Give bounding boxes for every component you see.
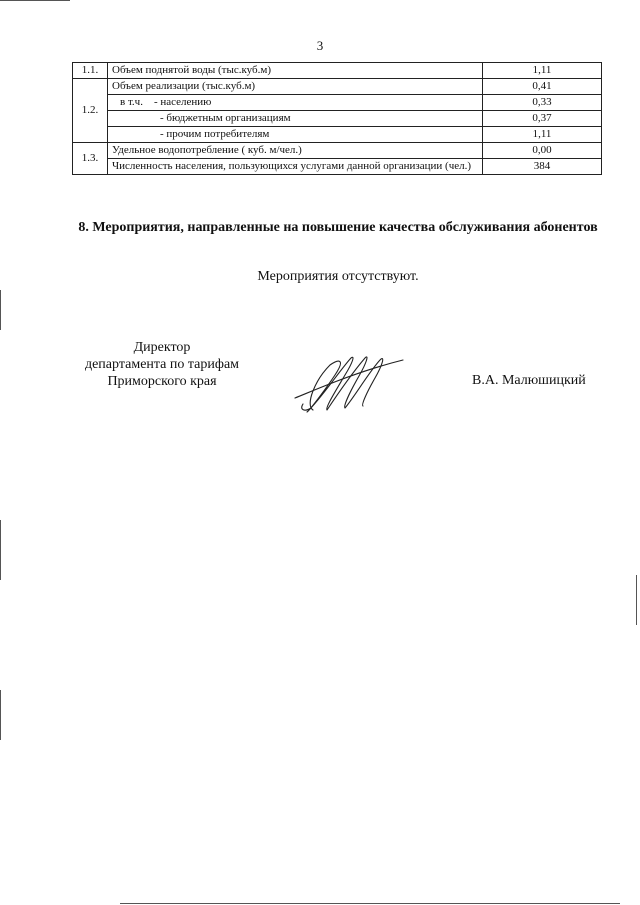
signer-name: В.А. Малюшицкий xyxy=(472,373,586,388)
row-value: 384 xyxy=(483,159,602,175)
scan-edge-mark xyxy=(0,290,1,330)
row-value: 0,00 xyxy=(483,143,602,159)
metrics-table xyxy=(72,62,602,175)
table-row xyxy=(73,111,602,127)
table-row xyxy=(73,95,602,111)
signer-position-line: департамента по тарифам xyxy=(84,357,240,372)
row-value: 0,37 xyxy=(483,111,602,127)
signer-position xyxy=(62,339,262,390)
row-label: в т.ч. - населению xyxy=(108,95,483,111)
table-row xyxy=(73,159,602,175)
row-value: 0,41 xyxy=(483,79,602,95)
handwritten-signature xyxy=(285,350,410,420)
row-number: 1.3. xyxy=(73,143,108,175)
section-body: Мероприятия отсутствуют. xyxy=(257,269,419,284)
scan-edge-mark xyxy=(0,0,70,1)
section-title: 8. Мероприятия, направленные на повышение качества обслуживания абонентов xyxy=(78,220,598,235)
scan-edge-mark xyxy=(0,690,1,740)
row-number: 1.1. xyxy=(73,63,108,79)
scan-edge-mark xyxy=(120,903,620,904)
row-label: Численность населения, пользующихся услугами данной организации (чел.) xyxy=(108,159,483,175)
signer-position-line: Директор xyxy=(133,340,191,355)
row-label: Объем реализации (тыс.куб.м) xyxy=(108,79,483,95)
table-row xyxy=(73,143,602,159)
row-value: 0,33 xyxy=(483,95,602,111)
scan-edge-mark xyxy=(636,575,637,625)
table-row xyxy=(73,63,602,79)
signer-position-line: Приморского края xyxy=(107,374,217,389)
table-row xyxy=(73,79,602,95)
scan-edge-mark xyxy=(0,520,1,580)
table-row xyxy=(73,127,602,143)
row-value: 1,11 xyxy=(483,127,602,143)
row-label: Объем поднятой воды (тыс.куб.м) xyxy=(108,63,483,79)
row-label: Удельное водопотребление ( куб. м/чел.) xyxy=(108,143,483,159)
row-number: 1.2. xyxy=(73,79,108,143)
row-value: 1,11 xyxy=(483,63,602,79)
row-label: - бюджетным организациям xyxy=(108,111,483,127)
row-label: - прочим потребителям xyxy=(108,127,483,143)
page-number: 3 xyxy=(316,38,324,53)
